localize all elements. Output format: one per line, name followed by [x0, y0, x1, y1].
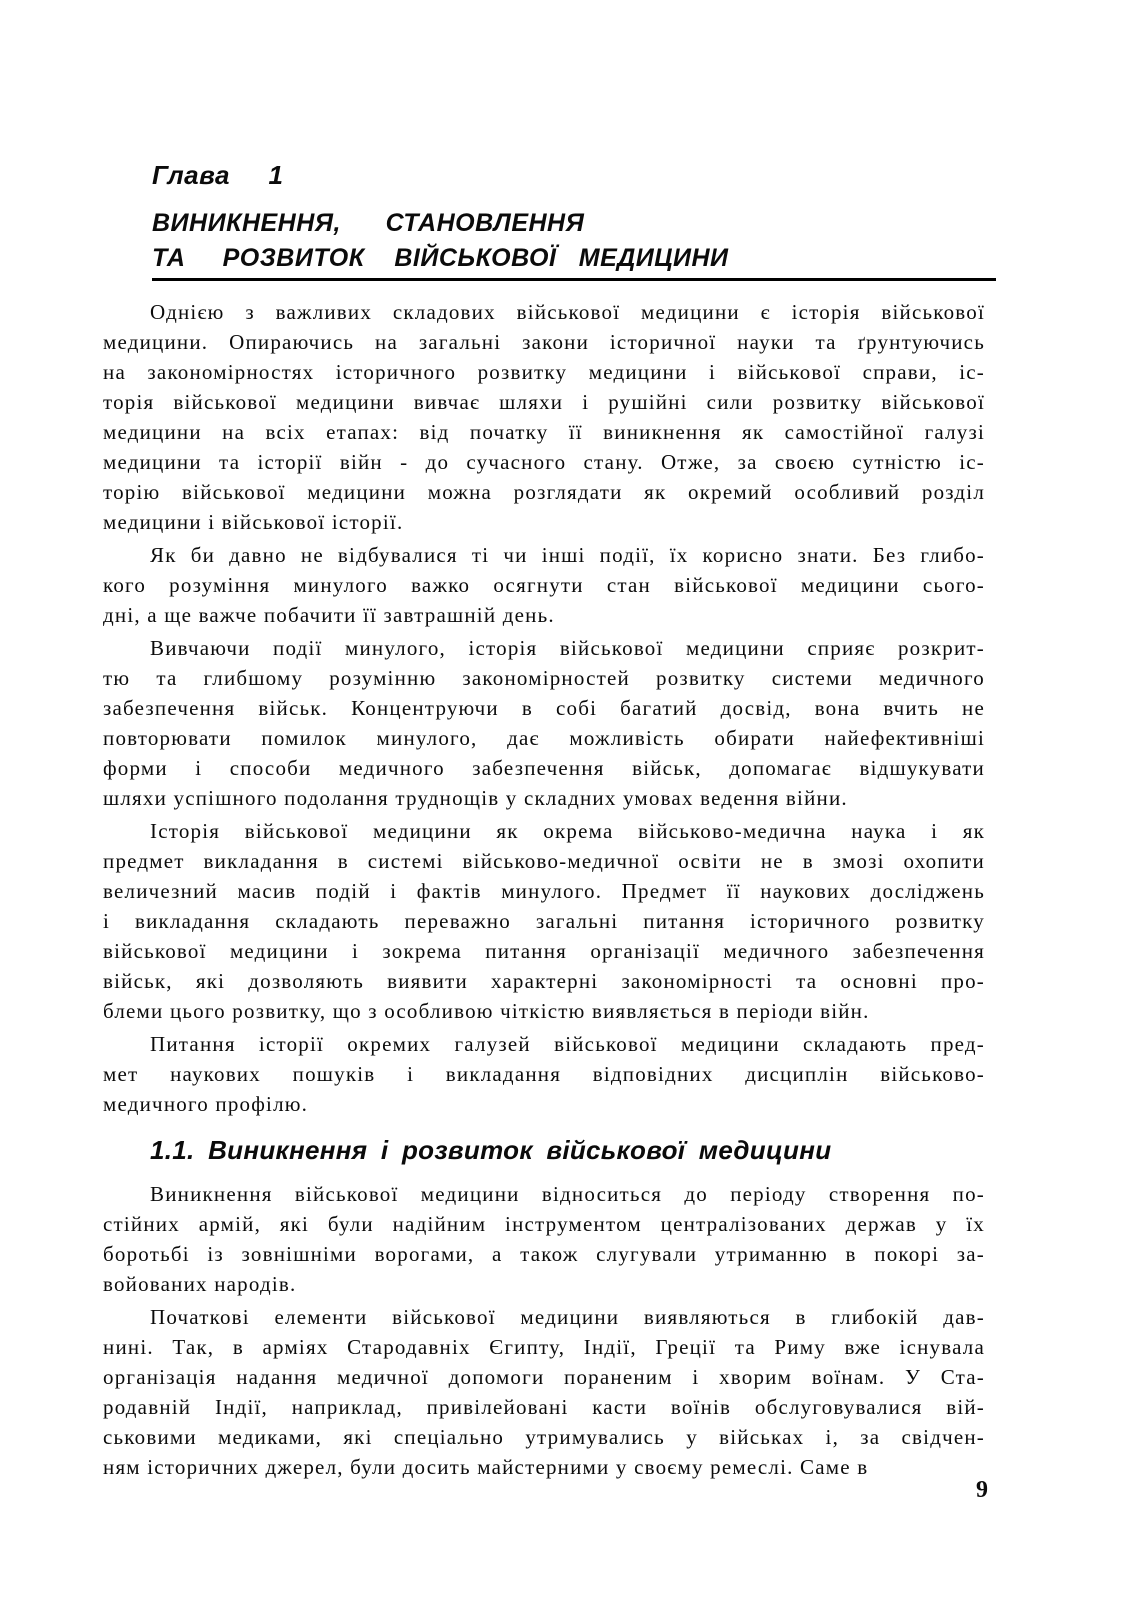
text-line: ням історичних джерел, були досить майстерними у своєму ремеслі. Саме в [103, 1455, 869, 1479]
text-line: кого розуміння минулого важко осягнути стан військової медицини сього- [103, 573, 985, 597]
text-line: шляхи успішного подолання труднощів у складних умовах ведення війни. [103, 786, 848, 810]
text-line: медицини на всіх етапах: від початку її виникнення як самостійної галузі [103, 420, 985, 444]
page-body [103, 297, 985, 1485]
body-paragraph-2 [103, 540, 985, 630]
text-line: військ, які дозволяють виявити характерні закономірності та основні про- [103, 969, 985, 993]
text-line: Однією з важливих складових військової медицини є історія військової [150, 300, 985, 324]
text-line: дні, а ще важче побачити її завтрашній день. [103, 603, 555, 627]
body-paragraph-1 [103, 297, 985, 537]
text-line: торія військової медицини вивчає шляхи і рушійні сили розвитку військової [103, 390, 985, 414]
text-line: медичного профілю. [103, 1092, 309, 1116]
page-number: 9 [976, 1477, 988, 1503]
body-paragraph-4 [103, 816, 985, 1026]
section-paragraph-2 [103, 1302, 985, 1482]
text-line: на закономірностях історичного розвитку медицини і військової справи, іс- [103, 360, 985, 384]
text-line: величезний масив подій і фактів минулого. Предмет її наукових досліджень [103, 879, 985, 903]
text-line: повторювати помилок минулого, дає можливість обирати найефективніші [103, 726, 985, 750]
text-line: Початкові елементи військової медицини виявляються в глибокій дав- [150, 1305, 985, 1329]
text-line: Як би давно не відбувалися ті чи інші події, їх корисно знати. Без глибо- [150, 543, 985, 567]
chapter-title-line-2: ТА РОЗВИТОК ВІЙСЬКОВОЇ МЕДИЦИНИ [152, 244, 729, 272]
text-line: організація надання медичної допомоги пораненим і хворим воїнам. У Ста- [103, 1365, 985, 1389]
text-line: медицини та історії війн - до сучасного стану. Отже, за своєю сутністю іс- [103, 450, 985, 474]
body-paragraph-5 [103, 1029, 985, 1119]
text-line: забезпечення військ. Концентруючи в собі багатий досвід, вона вчить не [103, 696, 985, 720]
chapter-title-line-1: ВИНИКНЕННЯ, СТАНОВЛЕННЯ [152, 209, 585, 237]
chapter-label: Глава 1 [152, 160, 284, 190]
text-line: Історія військової медицини як окрема військово-медична наука і як [150, 819, 985, 843]
text-line: войованих народів. [103, 1272, 297, 1296]
text-line: стійних армій, які були надійним інструментом централізованих держав у їх [103, 1212, 985, 1236]
text-line: медицини і військової історії. [103, 510, 404, 534]
section-paragraph-1 [103, 1179, 985, 1299]
text-line: Вивчаючи події минулого, історія військової медицини сприяє розкрит- [150, 636, 985, 660]
text-line: Питання історії окремих галузей військової медицини складають пред- [150, 1032, 985, 1056]
text-line: тю та глибшому розумінню закономірностей розвитку системи медичного [103, 666, 985, 690]
text-line: форми і способи медичного забезпечення військ, допомагає відшукувати [103, 756, 985, 780]
text-line: торію військової медицини можна розглядати як окремий особливий розділ [103, 480, 985, 504]
text-line: військової медицини і зокрема питання організації медичного забезпечення [103, 939, 985, 963]
text-line: медицини. Опираючись на загальні закони історичної науки та ґрунтуючись [103, 330, 985, 354]
text-line: родавній Індії, наприклад, привілейовані касти воїнів обслуговувалися вій- [103, 1395, 985, 1419]
text-line: боротьбі із зовнішніми ворогами, а також слугували утриманню в покорі за- [103, 1242, 985, 1266]
section-heading: 1.1. Виникнення і розвиток військової медицини [150, 1135, 832, 1165]
text-line: ськовими медиками, які спеціально утримувались у військах і, за свідчен- [103, 1425, 985, 1449]
text-line: блеми цього розвитку, що з особливою чіткістю виявляється в періоди війн. [103, 999, 870, 1023]
body-paragraph-3 [103, 633, 985, 813]
text-line: предмет викладання в системі військово-медичної освіти не в змозі охопити [103, 849, 985, 873]
title-underline [152, 278, 996, 281]
text-line: і викладання складають переважно загальні питання історичного розвитку [103, 909, 985, 933]
text-line: нині. Так, в арміях Стародавніх Єгипту, Індії, Греції та Риму вже існувала [103, 1335, 985, 1359]
text-line: Виникнення військової медицини відноситься до періоду створення по- [150, 1182, 985, 1206]
chapter-title [152, 206, 996, 281]
text-line: мет наукових пошуків і викладання відповідних дисциплін військово- [103, 1062, 985, 1086]
